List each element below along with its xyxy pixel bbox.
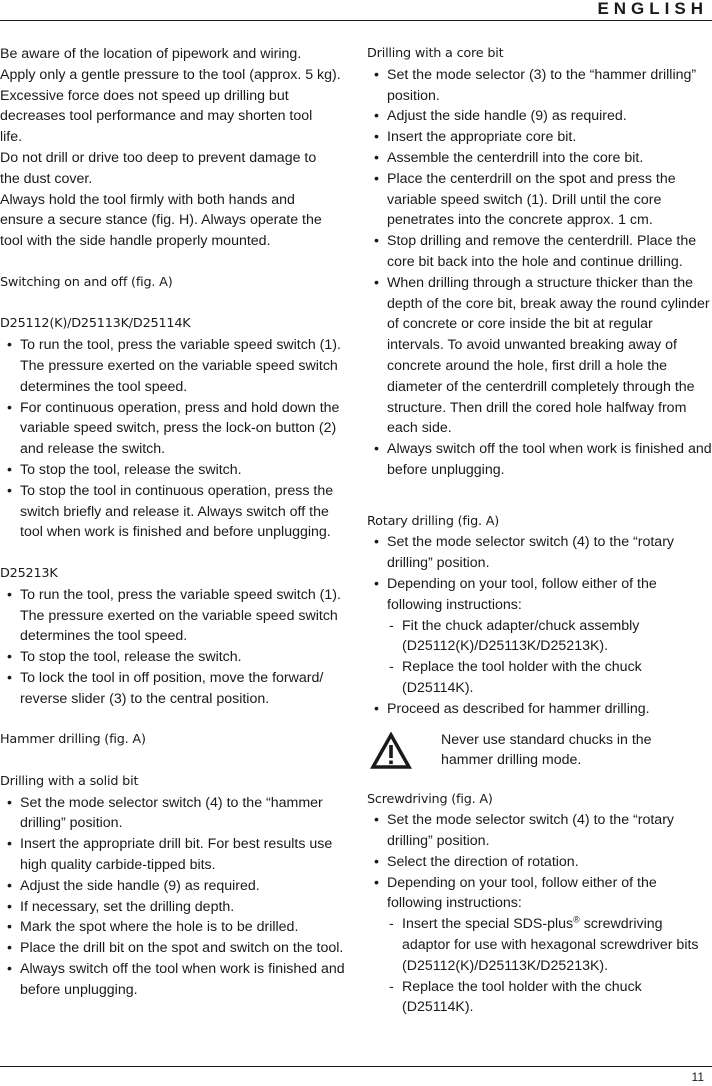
hammer-heading: Hammer drilling (fig. A) (0, 732, 146, 748)
model1-heading: D25112(K)/D25113K/D25114K (0, 316, 191, 332)
list-item: • Always switch off the tool when work is finished and before unplugging. (0, 959, 345, 1001)
page-number: 11 (691, 1070, 704, 1084)
header-rule (0, 20, 712, 21)
sub-list-item: - Replace the tool holder with the chuck (D25114K). (367, 977, 712, 1019)
sub-list-item: - Replace the tool holder with the chuck (D25114K). (367, 657, 712, 699)
screwdriving-list (367, 810, 712, 1018)
intro-line: life. (0, 129, 23, 146)
list-item-text: Depending on your tool, follow either of the following instructions: (387, 575, 657, 613)
header-language: ENGLISH (597, 0, 708, 18)
list-item: • Place the centerdrill on the spot and press the variable speed switch (1). Drill until the core penetrates into the concrete approx. 1 cm. (367, 169, 712, 231)
list-item: • Set the mode selector switch (4) to the “hammer drilling” position. (0, 793, 345, 835)
list-item: • Set the mode selector switch (4) to the “rotary drilling” position. (367, 532, 712, 574)
list-item: • To run the tool, press the variable speed switch (1). The pressure exerted on the variable speed switch determines the tool speed. (0, 585, 345, 647)
list-item: • Proceed as described for hammer drilling. (367, 699, 712, 720)
intro-line: decreases tool performance and may shorten tool (0, 108, 313, 125)
list-item: • Insert the appropriate drill bit. For best results use high quality carbide-tipped bits. (0, 834, 345, 876)
intro-line: Be aware of the location of pipework and wiring. (0, 46, 302, 62)
solid-bit-heading: Drilling with a solid bit (0, 773, 139, 789)
intro-line: tool with the side handle properly mounted. (0, 233, 271, 250)
list-item: • Mark the spot where the hole is to be drilled. (0, 917, 345, 938)
warning-text: Never use standard chucks in the hammer drilling mode. (441, 731, 652, 769)
list-item: • Always switch off the tool when work is finished and before unplugging. (367, 439, 712, 481)
intro-line: Excessive force does not speed up drilling but (0, 87, 289, 104)
list-item: • Adjust the side handle (9) as required. (367, 106, 712, 127)
model2-list (0, 585, 345, 710)
rotary-heading: Rotary drilling (fig. A) (367, 513, 500, 529)
screwdriving-heading: Screwdriving (fig. A) (367, 791, 493, 807)
list-item: • Set the mode selector (3) to the “hammer drilling” position. (367, 65, 712, 107)
switching-heading: Switching on and off (fig. A) (0, 274, 173, 290)
list-item: • To lock the tool in off position, move the forward/ reverse slider (3) to the central position. (0, 668, 345, 710)
core-bit-list (367, 65, 712, 481)
warning-notice (367, 728, 712, 790)
list-item: • Select the direction of rotation. (367, 852, 712, 873)
sub-item-text: screwdriving adaptor for use with hexagonal screwdriver bits (D25112(K)/D25113K/D25213K). (402, 916, 699, 974)
list-item: • Set the mode selector switch (4) to the “rotary drilling” position. (367, 810, 712, 852)
list-item: • To stop the tool, release the switch. (0, 460, 345, 481)
list-item: • To stop the tool, release the switch. (0, 647, 345, 668)
sub-list-item (367, 914, 712, 976)
intro-line: Apply only a gentle pressure to the tool (approx. 5 kg). (0, 66, 341, 83)
core-bit-heading: Drilling with a core bit (367, 46, 504, 61)
list-item: • Insert the appropriate core bit. (367, 127, 712, 148)
list-item: • Adjust the side handle (9) as required. (0, 876, 345, 897)
registered-mark: ® (573, 914, 580, 925)
list-item: • Place the drill bit on the spot and switch on the tool. (0, 938, 345, 959)
sub-item-text: Insert the special SDS-plus (402, 916, 574, 933)
model2-heading: D25213K (0, 565, 58, 581)
list-item: • For continuous operation, press and hold down the variable speed switch, press the lock-on button (2) and release the switch. (0, 398, 345, 460)
list-item (367, 574, 712, 616)
model1-list (0, 335, 345, 543)
right-column (367, 44, 712, 1018)
list-item: • To stop the tool in continuous operation, press the switch briefly and release it. Always switch off the tool when work is finished and before unplugging. (0, 481, 345, 543)
list-item: • If necessary, set the drilling depth. (0, 897, 345, 918)
list-item: • Stop drilling and remove the centerdrill. Place the core bit back into the hole and continue drilling. (367, 231, 712, 273)
list-item: • Depending on your tool, follow either of the following instructions: (367, 873, 712, 915)
list-item: • When drilling through a structure thicker than the depth of the core bit, break away the round cylinder of concrete or core inside the bit at regular intervals. To avoid unwanted breaking away of concrete around the hole, first drill a hole the diameter of the centerdrill completely through the structure. Then drill the cored hole halfway from each side. (367, 273, 712, 439)
left-column (0, 44, 345, 1001)
footer-rule (0, 1066, 712, 1067)
intro-line: Always hold the tool firmly with both hands and (0, 191, 295, 208)
sub-list-item: - Fit the chuck adapter/chuck assembly (D25112(K)/D25113K/D25213K). (367, 616, 712, 658)
intro-block (0, 44, 345, 252)
list-item: • Assemble the centerdrill into the core bit. (367, 148, 712, 169)
solid-bit-list (0, 793, 345, 1001)
intro-line: ensure a secure stance (fig. H). Always operate the (0, 212, 322, 229)
warning-triangle-icon (370, 732, 412, 770)
list-item: • To run the tool, press the variable speed switch (1). The pressure exerted on the variable speed switch determines the tool speed. (0, 335, 345, 397)
intro-line: Do not drill or drive too deep to prevent damage to (0, 149, 317, 166)
rotary-list (367, 532, 712, 719)
intro-line: the dust cover. (0, 170, 93, 187)
